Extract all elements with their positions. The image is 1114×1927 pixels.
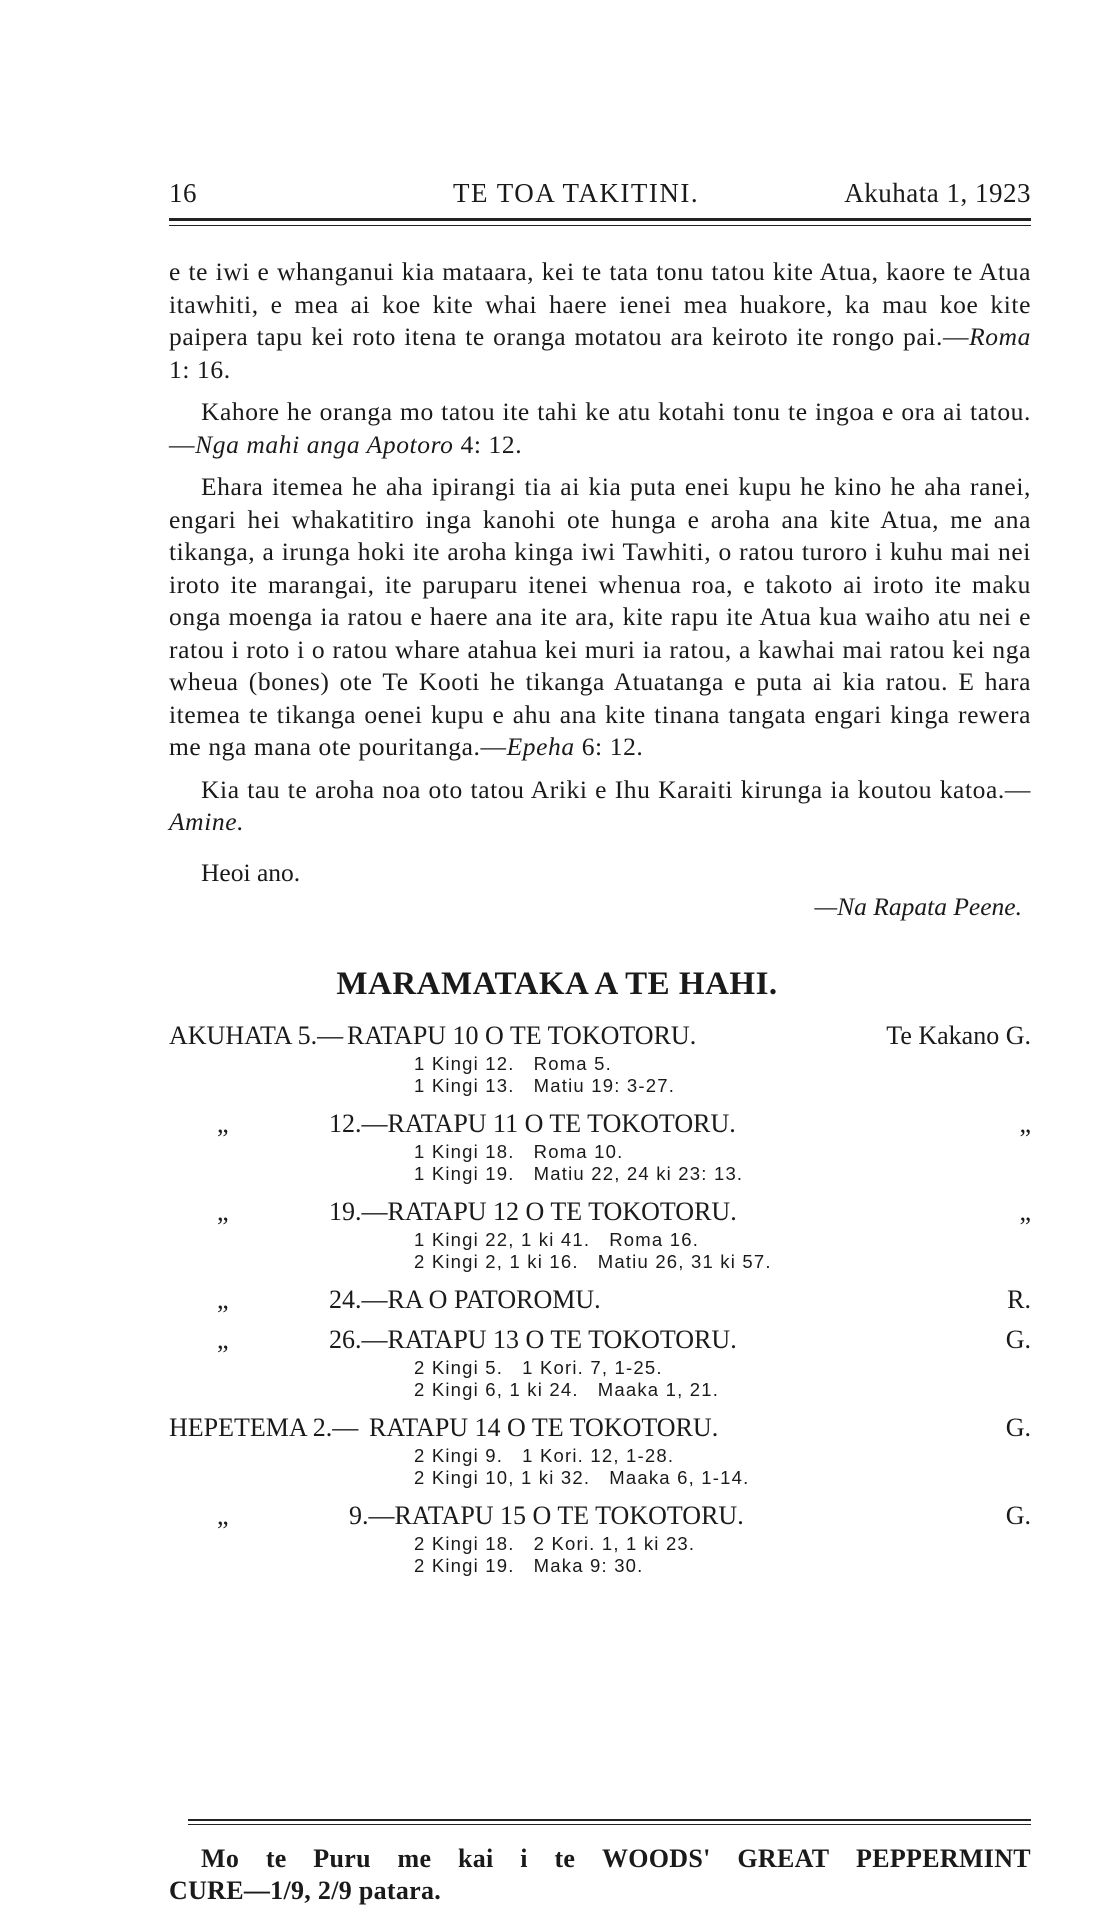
paragraph <box>169 256 1031 386</box>
closing: Heoi ano. <box>201 858 301 887</box>
paragraph-text: e te iwi e whanganui kia mataara, kei te tata tonu tatou kite Atua, kaore te Atua itawhiti, e mea ai koe kite whai haere ienei mea huakore, ka mau koe kite paipera tapu kei roto itena te oranga motatou ara keiroto ite rongo pai.— <box>169 257 1031 351</box>
entry-title: RATAPU 10 O TE TOKOTORU. <box>347 1021 697 1050</box>
entry-spacer <box>169 1185 1031 1197</box>
lesson-reading: 1 Kingi 18. Roma 10. <box>414 1141 624 1162</box>
advert-word: kai <box>458 1844 494 1873</box>
header-rule-thin <box>169 225 1031 226</box>
entry-colour: G. <box>1005 1501 1031 1530</box>
running-header <box>169 178 1031 218</box>
entry-colour: „ <box>1019 1109 1031 1138</box>
reference-verse: 1: 16. <box>169 354 231 384</box>
advert-word: WOODS' <box>601 1844 711 1873</box>
entry-colour: R. <box>1007 1285 1031 1314</box>
entry-title: 12.—RATAPU 11 O TE TOKOTORU. <box>329 1109 736 1138</box>
paragraph <box>169 774 1031 839</box>
ditto-mark: „ <box>217 1197 229 1226</box>
advert-line-2: CURE—1/9, 2/9 patara. <box>169 1876 442 1905</box>
ditto-mark: „ <box>217 1325 229 1354</box>
entry-title: 9.—RATAPU 15 O TE TOKOTORU. <box>349 1501 744 1530</box>
ditto-mark: „ <box>217 1501 229 1530</box>
lesson-reading: 1 Kingi 22, 1 ki 41. Roma 16. <box>414 1229 700 1250</box>
church-calendar <box>169 1021 1031 1589</box>
calendar-entry <box>169 1021 1031 1053</box>
entry-month-date: AKUHATA 5.— <box>169 1021 344 1050</box>
entry-colour: G. <box>1005 1413 1031 1442</box>
signature: —Na Rapata Peene. <box>814 892 1022 921</box>
entry-title: 26.—RATAPU 13 O TE TOKOTORU. <box>329 1325 737 1354</box>
lesson-reading: 2 Kingi 5. 1 Kori. 7, 1-25. <box>414 1357 663 1378</box>
lesson-reading: 2 Kingi 6, 1 ki 24. Maaka 1, 21. <box>414 1379 720 1400</box>
reference-verse: 6: 12. <box>574 732 644 761</box>
advert-word: te <box>265 1844 287 1873</box>
calendar-entry <box>169 1109 1031 1141</box>
paragraph-text: Ehara itemea he aha ipirangi tia ai kia puta enei kupu he kino he aha ranei, engari hei whakatitiro inga kanohi ote hunga e aroha ana kite Atua, me ana tikanga, a irunga hoki ite aroha kinga iwi Tawhiti, o ratou turoro i kuhu mai nei iroto ite marangai, ite paruparu itenei whenua roa, e takoto ai iroto ite maku onga moenga ia ratou e haere ana ite ara, kite rapu ite Atua kua waiho atu nei e ratou i roto i o ratou whare atahua kei muri ia ratou, a kawhai mai ratou kei nga wheua (bones) ote Te Kooti he tikanga Atuatanga e puta ai kia ratou. E hara itemea te tikanga oenei kupu e ahu ana kite tinana tangata engari kinga rewera me nga mana ote pouritanga.— <box>169 472 1031 761</box>
advert-word: me <box>397 1844 432 1873</box>
reference-verse: 4: 12. <box>453 429 523 459</box>
calendar-title: MARAMATAKA A TE HAHI. <box>336 966 778 1002</box>
lesson-reading: 2 Kingi 2, 1 ki 16. Matiu 26, 31 ki 57. <box>414 1251 772 1272</box>
entry-colour: „ <box>1019 1197 1031 1226</box>
calendar-entry <box>169 1285 1031 1317</box>
lesson-reading: 2 Kingi 9. 1 Kori. 12, 1-28. <box>414 1445 675 1466</box>
calendar-entry <box>169 1325 1031 1357</box>
lesson-reading: 1 Kingi 19. Matiu 22, 24 ki 23: 13. <box>414 1163 744 1184</box>
page-number: 16 <box>169 178 197 208</box>
entry-colour: Te Kakano G. <box>886 1021 1031 1050</box>
header-rule-thick <box>169 218 1031 221</box>
paragraph <box>169 396 1031 461</box>
advert-word: PEPPERMINT <box>856 1844 1031 1873</box>
paragraph-text: Kia tau te aroha noa oto tatou Ariki e Ihu Karaiti kirunga ia koutou katoa.— <box>201 774 1031 804</box>
entry-title: 24.—RA O PATOROMU. <box>329 1285 601 1314</box>
lesson-reading: 2 Kingi 19. Maka 9: 30. <box>414 1555 644 1576</box>
advert-word: Puru <box>313 1844 371 1873</box>
advert-word: te <box>554 1844 576 1873</box>
entry-spacer <box>169 1401 1031 1413</box>
lesson-reading: 2 Kingi 10, 1 ki 32. Maaka 6, 1-14. <box>414 1467 750 1488</box>
calendar-entry <box>169 1197 1031 1229</box>
paragraph-text: Kahore he oranga mo tatou ite tahi ke atu kotahi tonu te ingoa e ora ai tatou.— <box>169 397 1031 459</box>
scripture-reference: Roma <box>969 322 1031 351</box>
article-body <box>169 256 1031 849</box>
entry-spacer <box>169 1577 1031 1589</box>
paragraph <box>169 471 1031 764</box>
advertisement <box>169 1843 1031 1907</box>
scripture-reference: Epeha <box>506 732 575 761</box>
scripture-reference: Nga mahi anga Apotoro <box>195 429 454 459</box>
entry-spacer <box>169 1097 1031 1109</box>
calendar-entry <box>169 1413 1031 1445</box>
entry-colour: G. <box>1005 1325 1031 1354</box>
advert-word: i <box>520 1844 528 1873</box>
advert-line-1 <box>169 1843 1031 1875</box>
ditto-mark: „ <box>217 1109 229 1138</box>
issue-date: Akuhata 1, 1923 <box>844 178 1031 208</box>
entry-spacer <box>169 1273 1031 1285</box>
lesson-reading: 1 Kingi 12. Roma 5. <box>414 1053 612 1074</box>
lesson-reading: 1 Kingi 13. Matiu 19: 3-27. <box>414 1075 676 1096</box>
entry-spacer <box>169 1489 1031 1501</box>
lesson-reading: 2 Kingi 18. 2 Kori. 1, 1 ki 23. <box>414 1533 696 1554</box>
entry-title: 19.—RATAPU 12 O TE TOKOTORU. <box>329 1197 737 1226</box>
advert-word: GREAT <box>737 1844 830 1873</box>
advert-word: Mo <box>201 1844 240 1873</box>
calendar-entry <box>169 1501 1031 1533</box>
ditto-mark: „ <box>217 1285 229 1314</box>
entry-spacer <box>169 1317 1031 1325</box>
entry-month-date: HEPETEMA 2.— <box>169 1413 359 1442</box>
amen: Amine. <box>169 807 245 836</box>
entry-title: RATAPU 14 O TE TOKOTORU. <box>369 1413 719 1442</box>
publication-title: TE TOA TAKITINI. <box>453 178 700 208</box>
footer-rule-thin <box>188 1824 1031 1825</box>
footer-rule-thick <box>188 1819 1031 1821</box>
